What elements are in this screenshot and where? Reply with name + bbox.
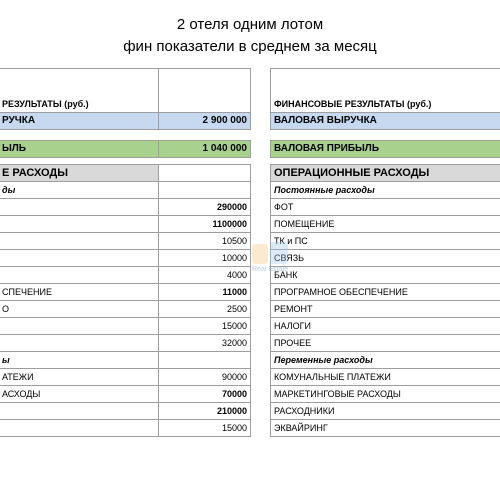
header-row bbox=[271, 69, 500, 113]
variable-rows bbox=[0, 369, 251, 437]
fixed-rows bbox=[0, 199, 251, 352]
opex-row bbox=[271, 165, 500, 182]
row-label: ТК и ПС bbox=[271, 233, 500, 250]
table-row bbox=[271, 301, 500, 318]
table-row bbox=[271, 369, 500, 386]
table-row bbox=[271, 216, 500, 233]
row-value: 11000 bbox=[159, 284, 251, 301]
watermark-text: Real Estate bbox=[252, 266, 289, 273]
row-label bbox=[0, 335, 159, 352]
variable-header-row bbox=[0, 352, 251, 369]
fixed-header-row bbox=[0, 182, 251, 199]
results-header: РЕЗУЛЬТАТЫ (руб.) bbox=[0, 69, 159, 113]
variable-header-row bbox=[271, 352, 500, 369]
row-label: БАНК bbox=[271, 267, 500, 284]
table-row bbox=[0, 216, 251, 233]
table-row bbox=[271, 318, 500, 335]
profit-row bbox=[0, 141, 251, 158]
table-row bbox=[0, 386, 251, 403]
row-label: ПРОЧЕЕ bbox=[271, 335, 500, 352]
row-value: 4000 bbox=[159, 267, 251, 284]
header-row bbox=[0, 69, 251, 113]
variable-rows bbox=[271, 369, 500, 437]
profit-label: ВАЛОВАЯ ПРИБЫЛЬ bbox=[271, 141, 500, 158]
spacer-row bbox=[271, 158, 500, 165]
row-value: 210000 bbox=[159, 403, 251, 420]
table-row bbox=[0, 250, 251, 267]
row-label bbox=[0, 250, 159, 267]
fixed-label: Постоянные расходы bbox=[271, 182, 500, 199]
revenue-label: ВАЛОВАЯ ВЫРУЧКА bbox=[271, 113, 500, 130]
profit-row bbox=[271, 141, 500, 158]
fixed-header-row bbox=[271, 182, 500, 199]
table-row bbox=[0, 267, 251, 284]
row-label bbox=[0, 216, 159, 233]
row-value: 90000 bbox=[159, 369, 251, 386]
row-label bbox=[0, 318, 159, 335]
row-value: 32000 bbox=[159, 335, 251, 352]
row-label bbox=[0, 403, 159, 420]
opex-label: ОПЕРАЦИОННЫЕ РАСХОДЫ bbox=[271, 165, 500, 182]
table-row bbox=[271, 335, 500, 352]
row-label: СВЯЗЬ bbox=[271, 250, 500, 267]
table-row bbox=[271, 284, 500, 301]
table-row bbox=[0, 318, 251, 335]
table-row bbox=[0, 199, 251, 216]
row-label: ФОТ bbox=[271, 199, 500, 216]
row-label: СПЕЧЕНИЕ bbox=[0, 284, 159, 301]
table-row bbox=[271, 403, 500, 420]
variable-label: ы bbox=[0, 352, 159, 369]
table-row bbox=[0, 403, 251, 420]
profit-value: 1 040 000 bbox=[159, 141, 251, 158]
fixed-rows bbox=[271, 199, 500, 352]
row-label: РАСХОДНИКИ bbox=[271, 403, 500, 420]
row-value: 70000 bbox=[159, 386, 251, 403]
table-row bbox=[0, 301, 251, 318]
row-label bbox=[0, 420, 159, 437]
profit-label: ЫЛЬ bbox=[0, 141, 159, 158]
row-value: 10000 bbox=[159, 250, 251, 267]
row-label bbox=[0, 267, 159, 284]
title-line-2: фин показатели в среднем за месяц bbox=[123, 38, 377, 55]
table-row bbox=[0, 233, 251, 250]
table-row bbox=[271, 233, 500, 250]
row-label: ЭКВАЙРИНГ bbox=[271, 420, 500, 437]
opex-label: Е РАСХОДЫ bbox=[0, 165, 159, 182]
row-label: О bbox=[0, 301, 159, 318]
opex-row bbox=[0, 165, 251, 182]
table-row bbox=[271, 250, 500, 267]
spacer-row bbox=[0, 130, 251, 141]
left-financial-table bbox=[0, 68, 251, 437]
revenue-label: РУЧКА bbox=[0, 113, 159, 130]
row-value: 15000 bbox=[159, 420, 251, 437]
row-label: ПРОГРАМНОЕ ОБЕСПЕЧЕНИЕ bbox=[271, 284, 500, 301]
table-row bbox=[271, 199, 500, 216]
spacer-row bbox=[271, 130, 500, 141]
row-value: 1100000 bbox=[159, 216, 251, 233]
revenue-row bbox=[271, 113, 500, 130]
fixed-label: ды bbox=[0, 182, 159, 199]
variable-label: Переменные расходы bbox=[271, 352, 500, 369]
header-value-cell bbox=[159, 69, 251, 113]
table-row bbox=[0, 420, 251, 437]
row-label bbox=[0, 199, 159, 216]
table-row bbox=[0, 369, 251, 386]
table-row bbox=[0, 284, 251, 301]
table-row bbox=[271, 420, 500, 437]
row-value: 15000 bbox=[159, 318, 251, 335]
row-label bbox=[0, 233, 159, 250]
row-label: ПОМЕЩЕНИЕ bbox=[271, 216, 500, 233]
row-label: АТЕЖИ bbox=[0, 369, 159, 386]
revenue-value: 2 900 000 bbox=[159, 113, 251, 130]
title-line-1: 2 отеля одним лотом bbox=[176, 16, 324, 33]
table-row bbox=[0, 335, 251, 352]
row-value: 290000 bbox=[159, 199, 251, 216]
row-label: НАЛОГИ bbox=[271, 318, 500, 335]
right-financial-table bbox=[270, 68, 500, 437]
revenue-row bbox=[0, 113, 251, 130]
row-label: МАРКЕТИНГОВЫЕ РАСХОДЫ bbox=[271, 386, 500, 403]
spacer-row bbox=[0, 158, 251, 165]
row-value: 2500 bbox=[159, 301, 251, 318]
table-row bbox=[271, 386, 500, 403]
row-label: РЕМОНТ bbox=[271, 301, 500, 318]
results-header: ФИНАНСОВЫЕ РЕЗУЛЬТАТЫ (руб.) bbox=[271, 69, 500, 113]
table-row bbox=[271, 267, 500, 284]
row-label: КОМУНАЛЬНЫЕ ПЛАТЕЖИ bbox=[271, 369, 500, 386]
row-label: АСХОДЫ bbox=[0, 386, 159, 403]
row-value: 10500 bbox=[159, 233, 251, 250]
